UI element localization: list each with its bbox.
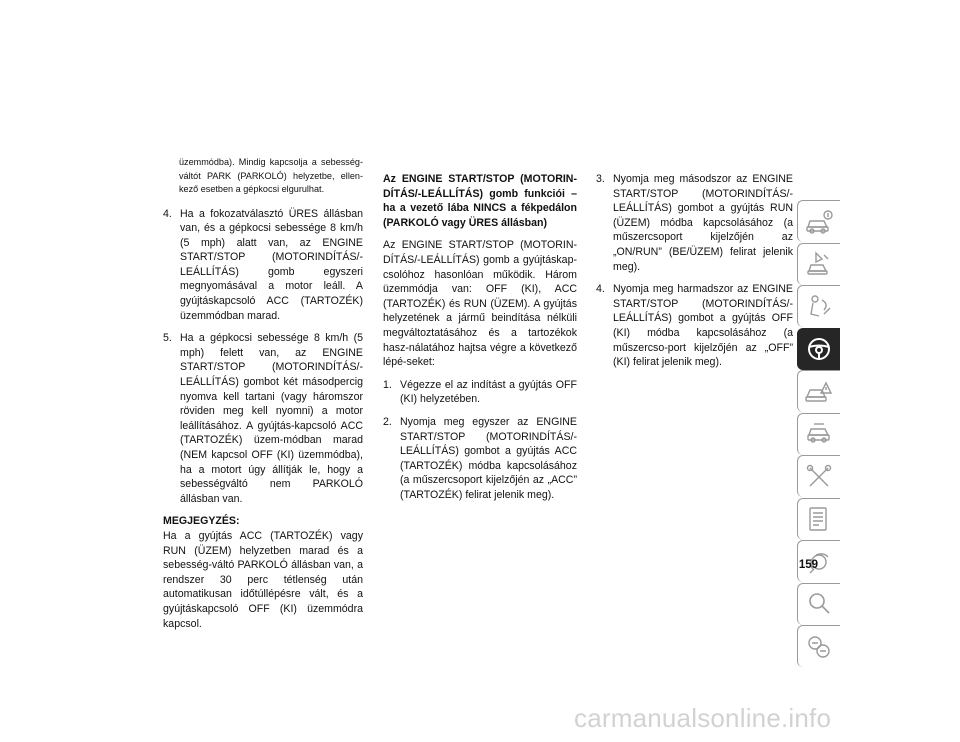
list-item-2 [383, 415, 577, 503]
languages-icon [804, 632, 834, 662]
list-number: 3. [596, 173, 605, 185]
list-number: 1. [383, 378, 392, 391]
tab-steering-wheel[interactable] [797, 328, 840, 370]
intro-paragraph: üzemmódba). Mindig kapcsolja a sebesség-váltót PARK (PARKOLÓ) helyzetbe, ellen-kező esetben a gépkocsi elgurulhat. [179, 157, 363, 194]
airbag-passenger-icon [804, 292, 834, 322]
tab-specs-list[interactable] [797, 498, 840, 540]
body-paragraph: Az ENGINE START/STOP (MOTORIN-DÍTÁS/-LEÁLLÍTÁS) gomb a gyújtáskap-csolóhoz hasonlóan működik. Három üzemmódja van: OFF (KI), ACC (TARTOZÉK) és RUN (ÜZEM). A gyújtás helyzetének a jármű beindítása nélküli megváltoztatásához és a tartozékok hasz-nálatához hajtsa végre a következő lépé-seket: [383, 239, 577, 369]
safety-check-icon [804, 249, 834, 279]
list-item-4 [163, 207, 363, 324]
list-item-5 [163, 331, 363, 506]
chapter-tabs [797, 200, 840, 668]
tab-car-info[interactable] [797, 200, 840, 242]
column-right [596, 172, 793, 378]
watermark: carmanualsonline.info [574, 703, 832, 733]
list-text: Végezze el az indítást a gyújtás OFF (KI) helyzetében. [400, 378, 577, 406]
list-number: 4. [163, 207, 172, 220]
steering-wheel-icon [804, 334, 834, 364]
search-index-icon [804, 589, 834, 619]
list-number: 5. [163, 332, 172, 345]
column-left [163, 156, 363, 639]
tab-airbag-passenger[interactable] [797, 285, 840, 327]
tab-safety-check[interactable] [797, 243, 840, 285]
list-number: 2. [383, 415, 392, 428]
specs-list-icon [804, 504, 834, 534]
car-service-icon [804, 419, 834, 449]
tab-languages[interactable] [797, 625, 840, 667]
note-heading: MEGJEGYZÉS: [163, 515, 240, 528]
tab-car-alert[interactable] [797, 370, 840, 412]
car-info-icon [804, 207, 834, 237]
list-item-4 [596, 282, 793, 370]
section-heading: Az ENGINE START/STOP (MOTORIN-DÍTÁS/-LEÁLLÍTÁS) gomb funkciói – ha a vezető lába NINCS a fékpedálon (PARKOLÓ vagy ÜRES állásban) [383, 173, 577, 229]
tab-car-service[interactable] [797, 413, 840, 455]
list-item-3 [596, 172, 793, 274]
note-text: Ha a gyújtás ACC (TARTOZÉK) vagy RUN (ÜZEM) helyzetben marad és a sebesség-váltó PARKOLÓ állásban van, a rendszer 30 perc tétlenség után automatikusan időtúllépésre vált, és a gyújtáskapcsoló OFF (KI) üzemmódra kapcsol. [163, 529, 363, 630]
column-middle [383, 172, 577, 510]
tab-search-index[interactable] [797, 583, 840, 625]
tab-maintenance-tools[interactable] [797, 455, 840, 497]
page-number: 159 [798, 559, 818, 571]
list-number: 4. [596, 283, 605, 296]
list-text: Ha a gépkocsi sebessége 8 km/h (5 mph) felett van, az ENGINE START/STOP (MOTORINDÍTÁS/-LEÁLLÍTÁS) gombot két másodpercig nyomva kell tartani (vagy háromszor röviden meg kell nyomni) a motor leállításához. A gyújtás-kapcsoló ACC (TARTOZÉK) üzem-módban marad (NEM kapcsol OFF (KI) üzemmódba), ha a motort úgy állítják le, hogy a sebességváltó nem PARKOLÓ állásban van. [180, 332, 363, 505]
car-alert-icon [804, 377, 834, 407]
list-text: Nyomja meg harmadszor az ENGINE START/STOP (MOTORINDÍTÁS/-LEÁLLÍTÁS) gombot a gyújtás OFF (KI) módba kapcsolásához (a műszercso-port kijelzőjén az „OFF” (KI) felirat jelenik meg). [613, 283, 793, 369]
list-text: Nyomja meg másodszor az ENGINE START/STOP (MOTORINDÍTÁS/-LEÁLLÍTÁS) gombot a gyújtás RUN (ÜZEM) módba kapcsolásához (a műszercsoport kijelzőjén az „ON/RUN” (BE/ÜZEM) felirat jelenik meg). [613, 173, 793, 273]
list-item-1 [383, 378, 577, 407]
maintenance-tools-icon [804, 462, 834, 492]
list-text: Ha a fokozatválasztó ÜRES állásban van, és a gépkocsi sebessége 8 km/h (5 mph) alatt van, az ENGINE START/STOP (MOTORINDÍTÁS/-LEÁLLÍTÁS) gomb egyszeri megnyomásával a motor leáll. A gyújtáskapcsoló ACC (TARTOZÉK) üzemmódban marad. [180, 207, 363, 322]
list-text: Nyomja meg egyszer az ENGINE START/STOP (MOTORINDÍTÁS/-LEÁLLÍTÁS) gombot a gyújtás ACC (TARTOZÉK) módba kapcsolásához (a műszercsoport kijelzőjén az „ACC” (TARTOZÉK) felirat jelenik meg). [400, 415, 577, 501]
